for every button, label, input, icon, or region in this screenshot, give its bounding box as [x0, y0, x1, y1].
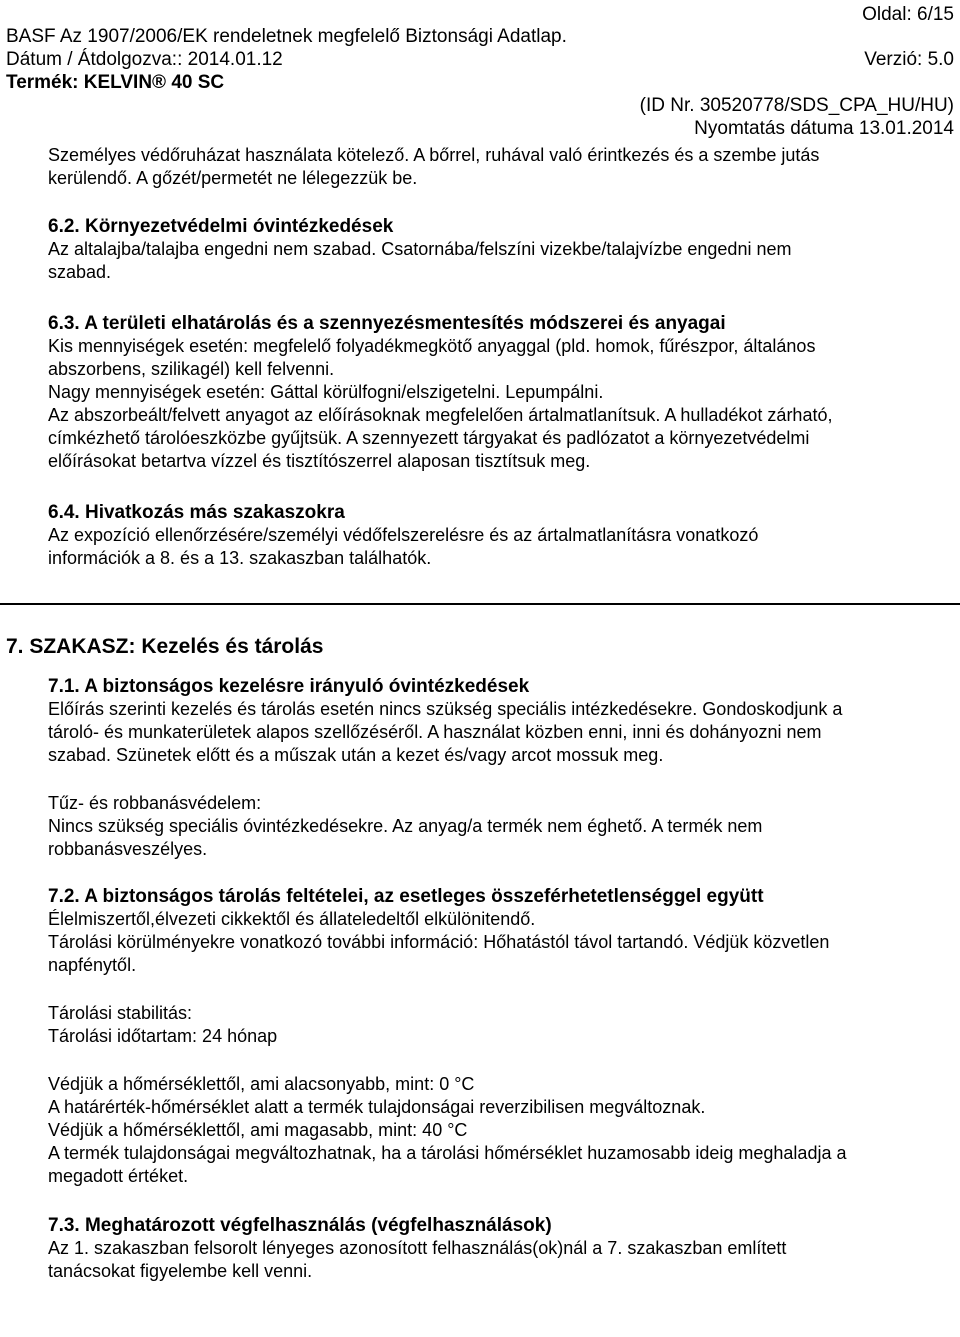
print-date: Nyomtatás dátuma 13.01.2014 [694, 118, 954, 139]
text-line: szabad. Szünetek előtt és a műszak után a kezet és/vagy arcot mossuk meg. [48, 745, 664, 765]
text-line: szabad. [48, 262, 112, 282]
section-heading: 6.4. Hivatkozás más szakaszokra [48, 502, 345, 523]
text-line: Személyes védőruházat használata kötelező. A bőrrel, ruhával való érintkezés és a szembe jutás [48, 145, 820, 165]
section-heading: 7.1. A biztonságos kezelésre irányuló óvintézkedések [48, 676, 530, 697]
section-heading: 6.2. Környezetvédelmi óvintézkedések [48, 216, 394, 237]
text-line: kerülendő. A gőzét/permetét ne lélegezzük be. [48, 168, 418, 188]
text-line: A termék tulajdonságai megváltozhatnak, ha a tárolási hőmérséklet huzamosabb ideig meghaladja a [48, 1143, 847, 1163]
storage-temperature [48, 1073, 953, 1188]
text-line: Előírás szerinti kezelés és tárolás esetén nincs szükség speciális intézkedésekre. Gondoskodjunk a [48, 699, 843, 719]
text-line: megadott értéket. [48, 1166, 189, 1186]
subheading: Tűz- és robbanásvédelem: [48, 793, 262, 813]
text-line: tároló- és munkaterületek alapos szellőzéséről. A használat közben enni, inni és dohányozni nem [48, 722, 822, 742]
text-line: Tárolási időtartam: 24 hónap [48, 1026, 278, 1046]
text-line: Az expozíció ellenőrzésére/személyi védőfelszerelésre és az ártalmatlanításra vonatkozó [48, 525, 759, 545]
section-divider [0, 603, 960, 605]
text-line: Nagy mennyiségek esetén: Gáttal körülfogni/elszigetelni. Lepumpálni. [48, 382, 604, 402]
text-line: Az abszorbeált/felvett anyagot az előírásoknak megfelelően ártalmatlanítsuk. A hulladékot zárható, [48, 405, 833, 425]
text-line: Védjük a hőmérséklettől, ami alacsonyabb, mint: 0 °C [48, 1074, 475, 1094]
text-line: Az 1. szakaszban felsorolt lényeges azonosított felhasználás(ok)nál a 7. szakaszban említett [48, 1238, 787, 1258]
section-7-2 [48, 885, 953, 977]
text-line: előírásokat betartva vízzel és tisztítószerrel alaposan tisztítsuk meg. [48, 451, 591, 471]
text-line: Tárolási körülményekre vonatkozó további információ: Hőhatástól távol tartandó. Védjük közvetlen [48, 932, 830, 952]
text-line: robbanásveszélyes. [48, 839, 208, 859]
page-number: Oldal: 6/15 [862, 4, 954, 25]
text-line: Élelmiszertől,élvezeti cikkektől és állateledeltől elkülönitendő. [48, 909, 536, 929]
section-heading: 6.3. A területi elhatárolás és a szennyezésmentesítés módszerei és anyagai [48, 313, 726, 334]
section-7-1 [48, 675, 953, 767]
section-heading: 7.3. Meghatározott végfelhasználás (végfelhasználások) [48, 1215, 552, 1236]
fire-protection [48, 792, 953, 861]
document-title: BASF Az 1907/2006/EK rendeletnek megfelelő Biztonsági Adatlap. [6, 26, 567, 47]
section-7-3 [48, 1214, 953, 1283]
text-line: Kis mennyiségek esetén: megfelelő folyadékmegkötő anyaggal (pld. homok, fűrészpor, általános [48, 336, 816, 356]
text-line: tanácsokat figyelembe kell venni. [48, 1261, 313, 1281]
text-line: Védjük a hőmérséklettől, ami magasabb, mint: 40 °C [48, 1120, 468, 1140]
revision-date: Dátum / Átdolgozva:: 2014.01.12 [6, 49, 283, 70]
text-line: Az altalajba/talajba engedni nem szabad. Csatornába/felszíni vizekbe/talajvízbe engedni nem [48, 239, 792, 259]
product-name: Termék: KELVIN® 40 SC [6, 72, 225, 93]
section-6-3 [48, 312, 953, 473]
text-line: A határérték-hőmérséklet alatt a termék tulajdonságai reverzibilisen megváltoznak. [48, 1097, 706, 1117]
document-id: (ID Nr. 30520778/SDS_CPA_HU/HU) [639, 95, 954, 116]
section-7 [6, 634, 911, 660]
section-6-2 [48, 215, 953, 284]
text-line: abszorbens, szilikagél) kell felvenni. [48, 359, 335, 379]
text-line: címkézhető tárolóeszközbe gyűjtsük. A szennyezett tárgyakat és padlózatot a környezetvédelmi [48, 428, 810, 448]
section-6-4 [48, 501, 953, 570]
storage-stability [48, 1002, 953, 1048]
subheading: Tárolási stabilitás: [48, 1003, 193, 1023]
text-line: információk a 8. és a 13. szakaszban találhatók. [48, 548, 432, 568]
text-line: Nincs szükség speciális óvintézkedésekre. Az anyag/a termék nem éghető. A termék nem [48, 816, 763, 836]
chapter-heading: 7. SZAKASZ: Kezelés és tárolás [6, 635, 324, 658]
section-6-1-continued [48, 144, 953, 190]
section-heading: 7.2. A biztonságos tárolás feltételei, az esetleges összeférhetetlenséggel együtt [48, 886, 764, 907]
text-line: napfénytől. [48, 955, 137, 975]
version: Verzió: 5.0 [864, 49, 954, 70]
